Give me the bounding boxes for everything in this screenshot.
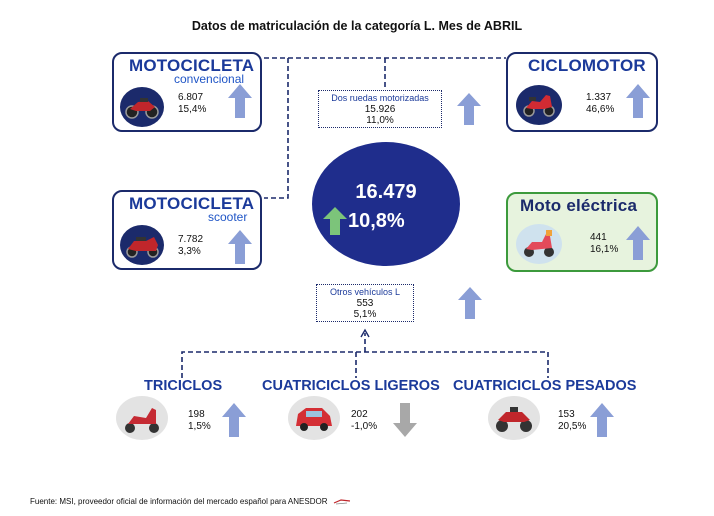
card-moto-convencional: [112, 52, 262, 132]
value: 202: [351, 409, 368, 420]
value: 7.782: [178, 234, 204, 245]
card-title: Moto eléctrica: [520, 196, 638, 215]
pct: 15,4%: [178, 104, 207, 115]
total-value: 16.479: [355, 181, 417, 203]
up-arrow-icon: [626, 226, 650, 260]
dos-ruedas-value: 15.926: [364, 104, 396, 115]
values: [590, 232, 618, 256]
cuadriciclos-pesados-values: [558, 409, 586, 433]
page-title: Datos de matriculación de la categoría L. Mes de ABRIL: [191, 19, 523, 33]
up-arrow-icon: [626, 84, 650, 118]
down-arrow-icon: [393, 403, 417, 437]
card-title: MOTOCICLETA: [129, 56, 255, 75]
value: 1.337: [586, 92, 612, 103]
pct: 20,5%: [558, 421, 587, 432]
microcar-icon: [288, 396, 340, 440]
card-moto-electrica: [506, 192, 658, 272]
card-ciclomotor: [506, 52, 658, 132]
value: 441: [590, 232, 607, 243]
values: [586, 92, 614, 116]
quad-icon: [488, 396, 540, 440]
up-arrow-icon: [457, 93, 481, 125]
scooter-icon: [120, 225, 164, 265]
cuadriciclos-ligeros-values: [351, 409, 377, 433]
card-subtitle: scooter: [208, 210, 248, 224]
motorcycle-icon: [120, 87, 164, 127]
pct: 3,3%: [178, 246, 201, 257]
pct: 1,5%: [188, 421, 211, 432]
cuadriciclos-pesados-title: CUATRICICLOS PESADOS: [453, 378, 637, 394]
value: 6.807: [178, 92, 204, 103]
up-arrow-icon: [222, 403, 246, 437]
electric-scooter-icon: [516, 224, 562, 264]
up-arrow-icon: [228, 230, 252, 264]
total-pct: 10,8%: [348, 210, 405, 232]
source-text: Fuente: MSI, proveedor oficial de información del mercado español para ANESDOR: [30, 497, 328, 506]
otros-value: 553: [356, 298, 374, 309]
value: 153: [558, 409, 575, 420]
pct: 46,6%: [586, 104, 615, 115]
triciclos-title: TRICICLOS: [144, 378, 223, 394]
card-subtitle: convencional: [174, 72, 245, 86]
triciclos-values: [188, 409, 211, 433]
dos-ruedas-pct: 11,0%: [366, 115, 394, 126]
up-arrow-icon: [228, 84, 252, 118]
otros-label: Otros vehículos L: [329, 287, 401, 297]
card-moto-scooter: [112, 190, 262, 270]
dos-ruedas-label: Dos ruedas motorizadas: [331, 93, 429, 103]
otros-box: [316, 284, 414, 322]
total-circle: [312, 142, 460, 266]
pct: 16,1%: [590, 244, 619, 255]
up-arrow-icon: [590, 403, 614, 437]
cuadriciclos-ligeros-title: CUATRICICLOS LIGEROS: [262, 378, 440, 394]
tricycle-icon: [116, 396, 168, 440]
up-arrow-icon: [458, 287, 482, 319]
anesdor-logo-icon: [333, 498, 351, 506]
values: [178, 92, 206, 116]
source-footer: [30, 497, 351, 506]
dos-ruedas-box: [318, 90, 442, 128]
values: [178, 234, 203, 258]
card-title: CICLOMOTOR: [528, 56, 646, 75]
pct: -1,0%: [351, 421, 378, 432]
value: 198: [188, 409, 205, 420]
card-title: MOTOCICLETA: [129, 194, 255, 213]
moped-icon: [516, 85, 562, 125]
otros-pct: 5,1%: [353, 309, 377, 320]
up-arrow-icon: [323, 207, 347, 235]
